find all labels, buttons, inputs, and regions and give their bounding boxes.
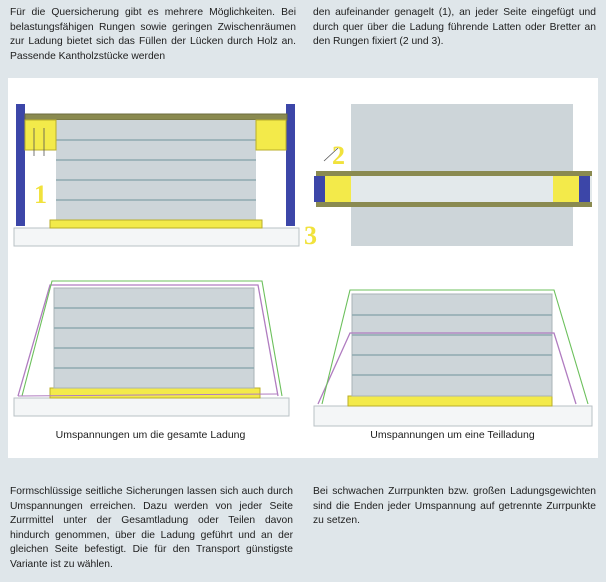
intro-text-right: den aufeinander genagelt (1), an jeder Seite eingefügt und durch quer über die Ladung führende Latten oder Bretter an den Rungen fixiert (2 und 3).	[313, 7, 596, 48]
body-text-right: Bei schwachen Zurrpunkten bzw. großen Ladungsgewichten sind die Enden jeder Umspannung auf getrennte Zurrpunkte zu setzen.	[313, 486, 596, 527]
caption-partial-load: Umspannungen um eine Teilladung	[370, 429, 535, 441]
stanchion-right	[286, 104, 295, 226]
diagram-top-view	[304, 104, 592, 250]
diagram-strap-whole-load	[14, 281, 289, 416]
stanchion-left	[16, 104, 25, 226]
label-3: 3	[304, 221, 317, 250]
illustration-panel	[8, 78, 598, 458]
intro-text-left: Für die Quersicherung gibt es mehrere Möglichkeiten. Bei belastungsfähigen Rungen sowie geringen Zwischenräumen zur Ladung bietet sich das Füllen der Lücken durch Holz an. Passende Kantholzstücke werden	[10, 7, 296, 62]
illustrations	[8, 78, 598, 458]
label-1: 1	[34, 180, 47, 209]
label-2: 2	[332, 141, 345, 170]
cross-batten	[25, 114, 287, 120]
body-text-left: Formschlüssige seitliche Sicherungen lassen sich auch durch Umspannungen erreichen. Dazu werden von jeder Seite Zurrmittel unter der Gesamtladung oder Teilen davon hindurch genommen, über die Ladung geführt und an der gleichen Seite befestigt. Die für den Transport günstigste Variante ist zu wählen.	[10, 486, 293, 570]
diagram-wood-filling	[14, 104, 299, 246]
caption-whole-load: Umspannungen um die gesamte Ladung	[55, 429, 246, 441]
diagram-strap-partial-load	[314, 290, 592, 426]
